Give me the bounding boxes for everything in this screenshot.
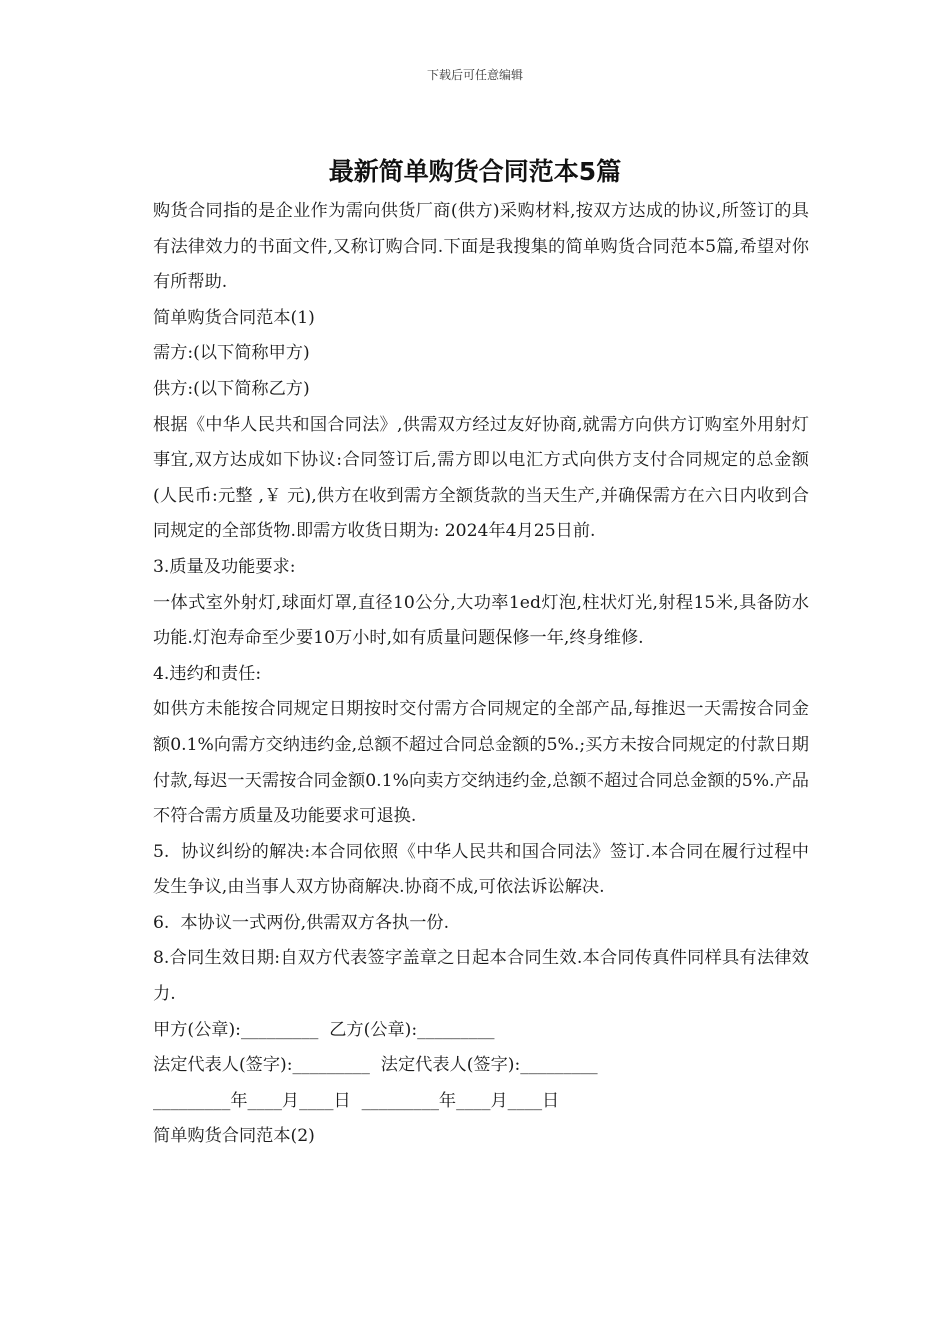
paragraph-intro: 购货合同指的是企业作为需向供货厂商(供方)采购材料,按双方达成的协议,所签订的具有法律效力的书面文件,又称订购合同.下面是我搜集的简单购货合同范本5篇,希望对你有所帮助. <box>153 201 809 293</box>
signature-representative-line: 法定代表人(签字):_________ 法定代表人(签字):_________ <box>153 1055 598 1076</box>
paragraph-dispute: 5. 协议纠纷的解决:本合同依照《中华人民共和国合同法》签订.本合同在履行过程中发生争议,由当事人双方协商解决.协商不成,可依法诉讼解决. <box>153 841 809 898</box>
header-note: 下载后可任意编辑 <box>426 68 523 82</box>
paragraph-supplier: 供方:(以下简称乙方) <box>153 378 310 399</box>
signature-seal-line: 甲方(公章):_________ 乙方(公章):_________ <box>153 1019 495 1040</box>
paragraph-copies: 6. 本协议一式两份,供需双方各执一份. <box>153 912 450 933</box>
paragraph-effective-date: 8.合同生效日期:自双方代表签字盖章之日起本合同生效.本合同传真件同样具有法律效力. <box>153 948 809 1005</box>
document-title: 最新简单购货合同范本5篇 <box>328 157 622 186</box>
paragraph-quality-detail: 一体式室外射灯,球面灯罩,直径10公分,大功率1ed灯泡,柱状灯光,射程15米,具备防水功能.灯泡寿命至少要10万小时,如有质量问题保修一年,终身维修. <box>153 592 809 649</box>
document-body <box>145 194 809 1155</box>
paragraph-buyer: 需方:(以下简称甲方) <box>153 343 310 364</box>
paragraph-next-section-heading: 简单购货合同范本(2) <box>153 1126 315 1147</box>
paragraph-breach-heading: 4.违约和责任: <box>153 663 262 684</box>
paragraph-quality-heading: 3.质量及功能要求: <box>153 556 296 577</box>
signature-date-line: _________年____月____日 _________年____月____日 <box>153 1090 560 1111</box>
paragraph-agreement: 根据《中华人民共和国合同法》,供需双方经过友好协商,就需方向供方订购室外用射灯事宜,双方达成如下协议:合同签订后,需方即以电汇方式向供方支付合同规定的总金额(人民币:元整 ,￥ 元),供方在收到需方全额货款的当天生产,并确保需方在六日内收到合同规定的全部货物.即需方收货日期为: 2024年4月25日前. <box>153 414 809 542</box>
paragraph-breach-detail: 如供方未能按合同规定日期按时交付需方合同规定的全部产品,每推迟一天需按合同金额0.1%向需方交纳违约金,总额不超过合同总金额的5%.;买方未按合同规定的付款日期付款,每迟一天需按合同金额0.1%向卖方交纳违约金,总额不超过合同总金额的5%.产品不符合需方质量及功能要求可退换. <box>153 699 809 827</box>
paragraph-section-heading: 简单购货合同范本(1) <box>153 307 315 328</box>
